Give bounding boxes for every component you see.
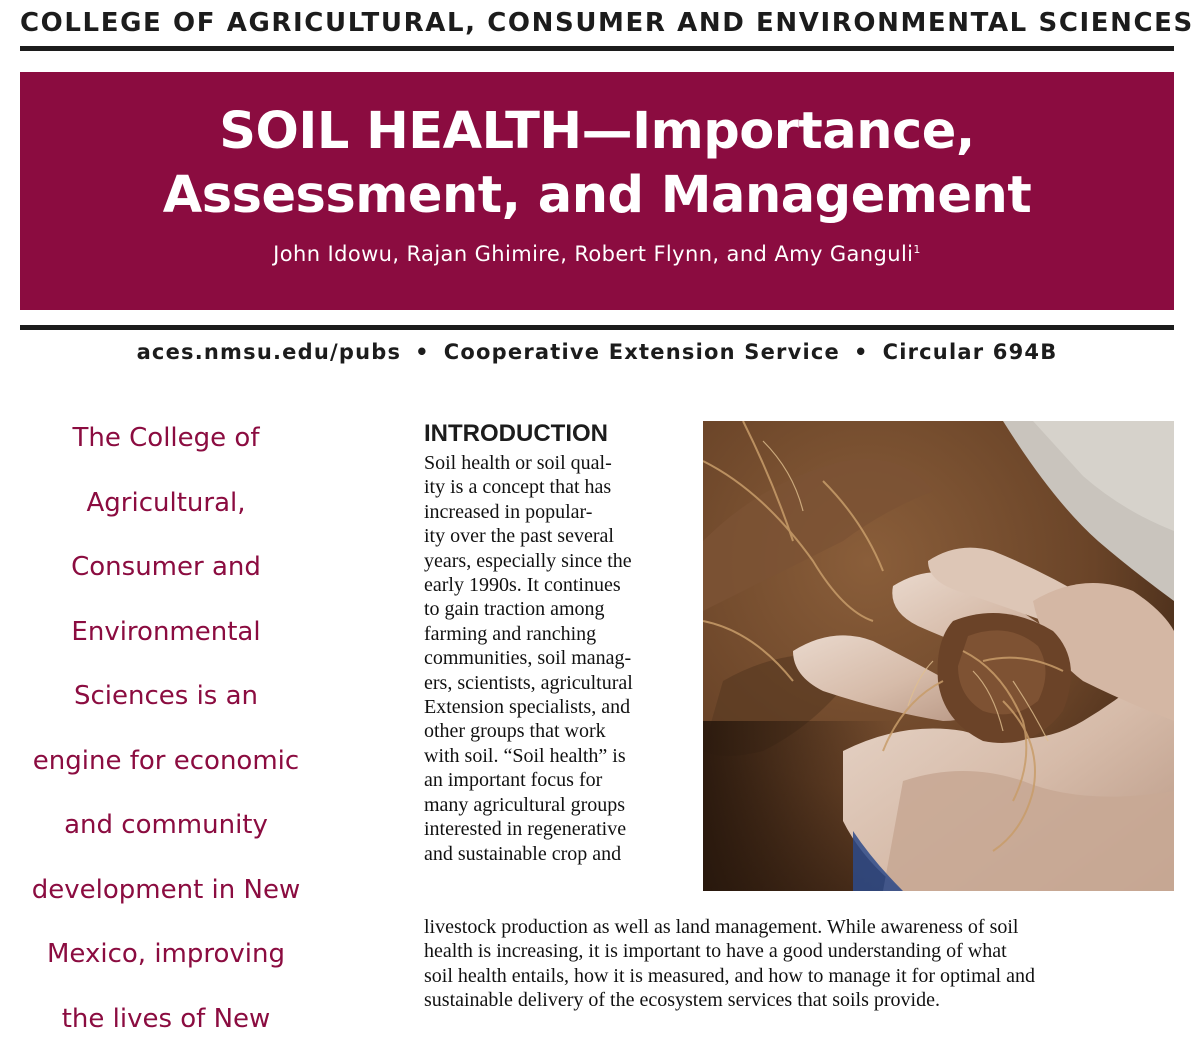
publication-info-line bbox=[20, 340, 1174, 364]
sidebar-line: The College of bbox=[72, 423, 260, 453]
title-banner bbox=[20, 72, 1174, 310]
title-line-2: Assessment, and Management bbox=[162, 166, 1032, 225]
text-line: soil health entails, how it is measured, and how to manage it for optimal and bbox=[424, 964, 1035, 987]
top-rule bbox=[20, 46, 1174, 51]
text-line: communities, soil manag- bbox=[424, 647, 632, 670]
soil-in-hand-photo bbox=[703, 421, 1174, 891]
text-line: and sustainable crop and bbox=[424, 842, 622, 865]
text-line: other groups that work bbox=[424, 720, 606, 743]
author-footnote-marker: 1 bbox=[913, 243, 921, 256]
text-line: many agricultural groups bbox=[424, 793, 626, 816]
sidebar-line: Consumer and bbox=[71, 552, 261, 582]
page-title bbox=[20, 100, 1174, 228]
photo-illustration bbox=[703, 421, 1174, 891]
separator-dot: • bbox=[415, 340, 430, 364]
text-line: early 1990s. It continues bbox=[424, 574, 621, 597]
text-line: farming and ranching bbox=[424, 622, 597, 645]
sidebar-line: the lives of New bbox=[61, 1003, 271, 1034]
sidebar-line: and community bbox=[64, 810, 268, 840]
title-line-1: SOIL HEALTH—Importance, bbox=[219, 102, 975, 161]
author-names: John Idowu, Rajan Ghimire, Robert Flynn, and Amy Ganguli bbox=[273, 242, 914, 266]
sidebar-line: development in New bbox=[31, 874, 301, 905]
publications-link[interactable]: aces.nmsu.edu/pubs bbox=[136, 340, 402, 364]
text-line: with soil. “Soil health” is bbox=[424, 744, 626, 767]
sidebar-line: Sciences is an bbox=[73, 681, 259, 711]
text-line: Soil health or soil qual- bbox=[424, 452, 612, 474]
text-line: ers, scientists, agricultural bbox=[424, 671, 633, 694]
sidebar-line: Environmental bbox=[71, 616, 261, 647]
sidebar-line: Mexico, improving bbox=[47, 939, 285, 969]
bottom-rule bbox=[20, 325, 1174, 330]
sidebar-line: engine for economic bbox=[32, 745, 300, 776]
text-line: livestock production as well as land management. While awareness of soil bbox=[424, 916, 1019, 938]
circular-number: Circular 694B bbox=[882, 340, 1058, 364]
text-line: years, especially since the bbox=[424, 549, 632, 572]
college-mission-sidebar bbox=[20, 406, 312, 1051]
text-line: ity is a concept that has bbox=[424, 476, 612, 499]
college-name: COLLEGE OF AGRICULTURAL, CONSUMER AND ENVIRONMENTAL SCIENCES bbox=[20, 8, 1194, 38]
introduction-text-wide bbox=[424, 915, 1184, 1013]
text-line: ity over the past several bbox=[424, 525, 614, 548]
separator-dot: • bbox=[853, 340, 869, 364]
text-line: increased in popular- bbox=[424, 500, 593, 523]
text-line: health is increasing, it is important to have a good understanding of what bbox=[424, 940, 1007, 963]
sidebar-line: Agricultural, bbox=[86, 487, 246, 518]
text-line: interested in regenerative bbox=[424, 818, 627, 841]
introduction-heading: INTRODUCTION bbox=[424, 420, 608, 447]
text-line: Extension specialists, and bbox=[424, 696, 631, 719]
text-line: sustainable delivery of the ecosystem services that soils provide. bbox=[424, 989, 940, 1012]
service-name: Cooperative Extension Service bbox=[443, 340, 840, 364]
text-line: an important focus for bbox=[424, 769, 603, 792]
introduction-text-narrow bbox=[424, 451, 704, 866]
authors bbox=[20, 242, 1174, 266]
text-line: to gain traction among bbox=[424, 598, 605, 621]
